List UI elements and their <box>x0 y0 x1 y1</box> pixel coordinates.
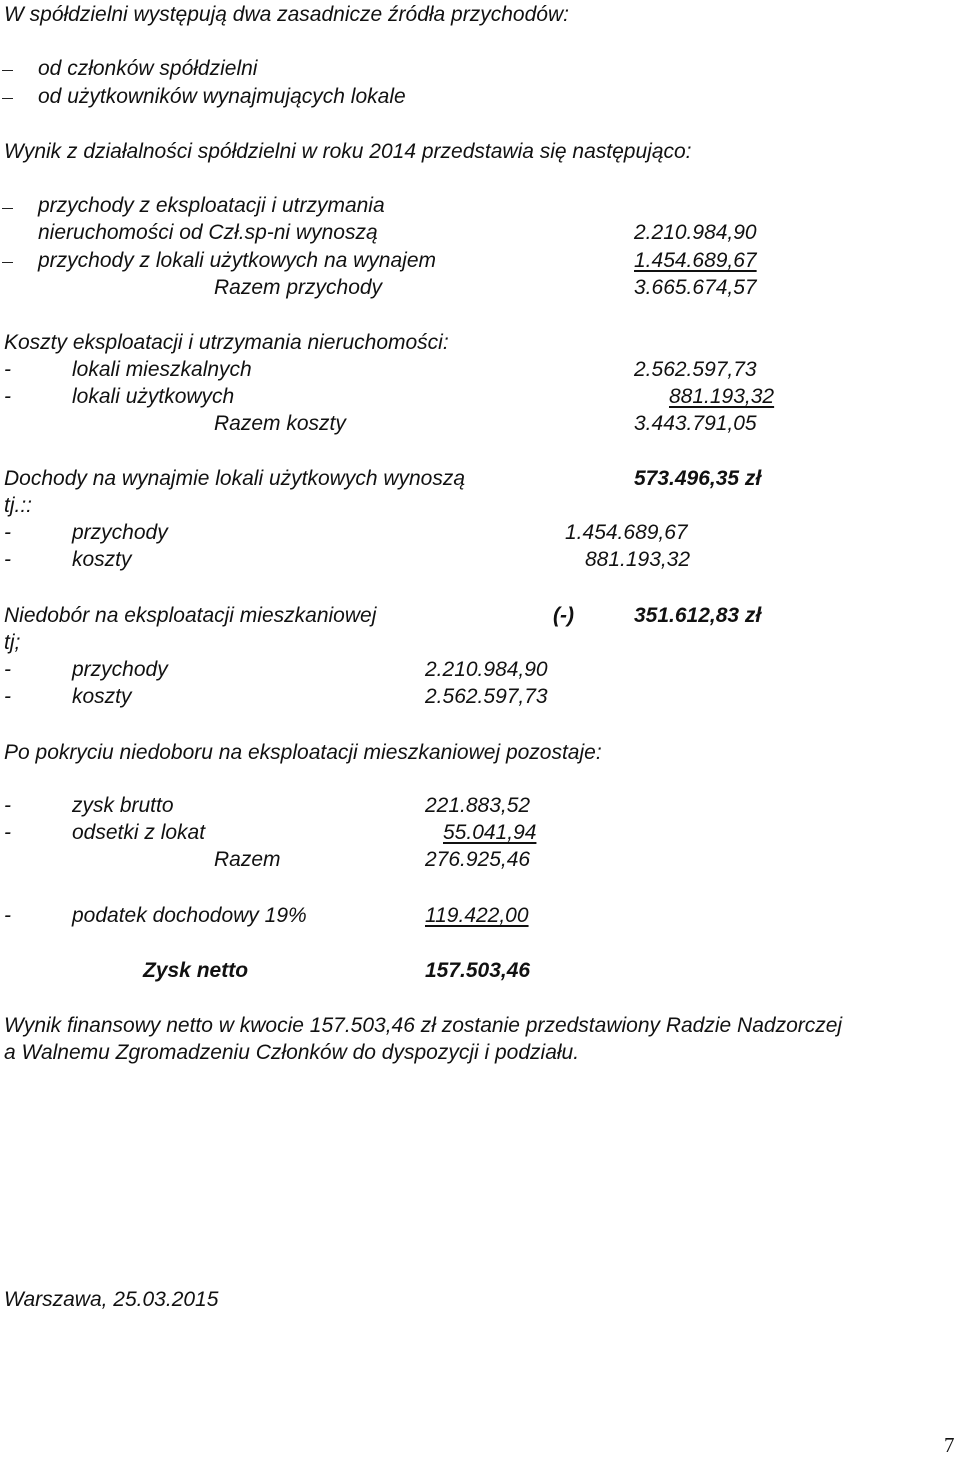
net-profit-value: 157.503,46 <box>425 959 531 982</box>
deficit-sign: (-) <box>553 604 574 627</box>
costs-heading: Koszty eksploatacji i utrzymania nieruchomości: <box>4 331 449 354</box>
revenue-maintenance-label-b: nieruchomości od Czł.sp-ni wynoszą <box>38 221 378 244</box>
after-dash: - <box>4 794 11 817</box>
deficit-cost-value: 2.562.597,73 <box>425 685 548 708</box>
cost-total-label: Razem koszty <box>214 412 346 435</box>
deficit-amount: 351.612,83 zł <box>634 604 762 627</box>
cost-total-value: 3.443.791,05 <box>634 412 757 435</box>
deficit-heading: Niedobór na eksploatacji mieszkaniowej <box>4 604 377 627</box>
deficit-dash: - <box>4 685 11 708</box>
revenue-rental-value: 1.454.689,67 <box>634 249 757 272</box>
tax-label: podatek dochodowy 19% <box>72 904 307 927</box>
rental-tj: tj.:: <box>4 494 33 517</box>
tax-value: 119.422,00 <box>425 904 529 927</box>
rental-cost-value: 881.193,32 <box>585 548 691 571</box>
deficit-tj: tj; <box>4 631 21 654</box>
page-number: 7 <box>944 1433 955 1457</box>
rental-revenue-label: przychody <box>72 521 168 544</box>
rental-heading: Dochody na wynajmie lokali użytkowych wynoszą <box>4 467 466 490</box>
closing-line-2: a Walnemu Zgromadzeniu Członków do dyspozycji i podziału. <box>4 1041 580 1064</box>
interest-label: odsetki z lokat <box>72 821 206 844</box>
revenue-rental-label: przychody z lokali użytkowych na wynajem <box>38 249 436 272</box>
bullet-dash-icon <box>2 208 13 209</box>
source-item-tenants: od użytkowników wynajmujących lokale <box>38 85 406 108</box>
revenue-total-label: Razem przychody <box>214 276 383 299</box>
closing-line-1: Wynik finansowy netto w kwocie 157.503,46 zł zostanie przedstawiony Radzie Nadzorczej <box>4 1014 843 1037</box>
deficit-revenue-label: przychody <box>72 658 168 681</box>
after-heading: Po pokryciu niedoboru na eksploatacji mieszkaniowej pozostaje: <box>4 741 602 764</box>
result-heading: Wynik z działalności spółdzielni w roku 2014 przedstawia się następująco: <box>4 140 692 163</box>
revenue-maintenance-label-a: przychody z eksploatacji i utrzymania <box>38 194 385 217</box>
rental-dash: - <box>4 521 11 544</box>
deficit-cost-label: koszty <box>72 685 132 708</box>
after-dash: - <box>4 904 11 927</box>
cost-residential-value: 2.562.597,73 <box>634 358 757 381</box>
gross-profit-label: zysk brutto <box>72 794 174 817</box>
cost-commercial-value: 881.193,32 <box>669 385 775 408</box>
bullet-dash-icon <box>2 70 13 71</box>
deficit-revenue-value: 2.210.984,90 <box>425 658 548 681</box>
net-profit-label: Zysk netto <box>143 959 249 982</box>
bullet-dash-icon <box>2 262 13 263</box>
interest-value: 55.041,94 <box>443 821 537 844</box>
cost-commercial-label: lokali użytkowych <box>72 385 235 408</box>
deficit-dash: - <box>4 658 11 681</box>
cost-dash: - <box>4 385 11 408</box>
after-total-value: 276.925,46 <box>425 848 531 871</box>
after-total-label: Razem <box>214 848 281 871</box>
revenue-total-value: 3.665.674,57 <box>634 276 757 299</box>
cost-dash: - <box>4 358 11 381</box>
rental-revenue-value: 1.454.689,67 <box>565 521 688 544</box>
rental-amount: 573.496,35 zł <box>634 467 762 490</box>
revenue-maintenance-value: 2.210.984,90 <box>634 221 757 244</box>
cost-residential-label: lokali mieszkalnych <box>72 358 252 381</box>
intro-heading: W spółdzielni występują dwa zasadnicze źródła przychodów: <box>4 3 569 26</box>
rental-cost-label: koszty <box>72 548 132 571</box>
gross-profit-value: 221.883,52 <box>425 794 531 817</box>
bullet-dash-icon <box>2 98 13 99</box>
rental-dash: - <box>4 548 11 571</box>
source-item-members: od członków spółdzielni <box>38 57 258 80</box>
after-dash: - <box>4 821 11 844</box>
date-place: Warszawa, 25.03.2015 <box>4 1288 219 1311</box>
